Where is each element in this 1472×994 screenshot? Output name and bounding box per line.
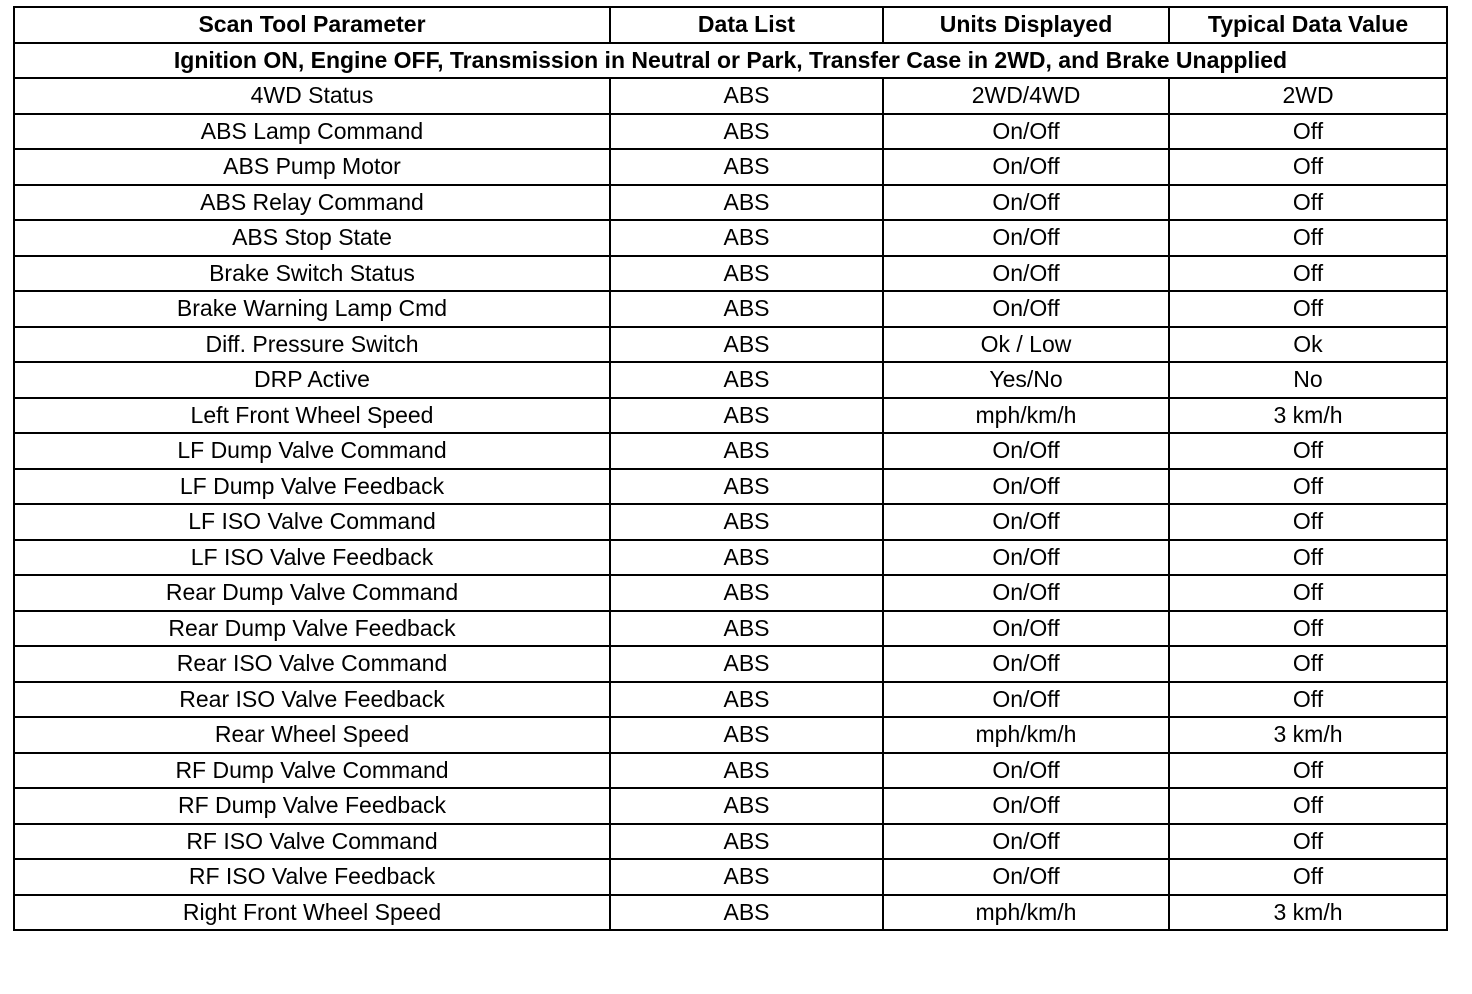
typical-value-cell: 2WD bbox=[1169, 78, 1447, 114]
typical-value-cell: Off bbox=[1169, 646, 1447, 682]
parameter-cell: ABS Stop State bbox=[14, 220, 610, 256]
units-cell: On/Off bbox=[883, 185, 1169, 221]
data-list-cell: ABS bbox=[610, 717, 883, 753]
units-cell: mph/km/h bbox=[883, 717, 1169, 753]
parameter-cell: RF ISO Valve Command bbox=[14, 824, 610, 860]
scan-tool-data-table bbox=[13, 6, 1448, 931]
data-list-cell: ABS bbox=[610, 469, 883, 505]
units-cell: 2WD/4WD bbox=[883, 78, 1169, 114]
table-header bbox=[14, 7, 1447, 78]
parameter-cell: DRP Active bbox=[14, 362, 610, 398]
table-row bbox=[14, 220, 1447, 256]
units-cell: On/Off bbox=[883, 540, 1169, 576]
table-row bbox=[14, 78, 1447, 114]
parameter-cell: 4WD Status bbox=[14, 78, 610, 114]
table-row bbox=[14, 646, 1447, 682]
typical-value-cell: Off bbox=[1169, 540, 1447, 576]
table-row bbox=[14, 433, 1447, 469]
parameter-cell: Rear Wheel Speed bbox=[14, 717, 610, 753]
table-row bbox=[14, 859, 1447, 895]
table-row bbox=[14, 149, 1447, 185]
header-row bbox=[14, 7, 1447, 43]
typical-value-cell: Off bbox=[1169, 788, 1447, 824]
data-list-cell: ABS bbox=[610, 185, 883, 221]
units-cell: On/Off bbox=[883, 788, 1169, 824]
parameter-cell: Rear ISO Valve Command bbox=[14, 646, 610, 682]
table-row bbox=[14, 469, 1447, 505]
units-cell: On/Off bbox=[883, 256, 1169, 292]
units-cell: On/Off bbox=[883, 469, 1169, 505]
typical-value-cell: Off bbox=[1169, 114, 1447, 150]
data-list-cell: ABS bbox=[610, 256, 883, 292]
parameter-cell: Rear ISO Valve Feedback bbox=[14, 682, 610, 718]
typical-value-cell: Off bbox=[1169, 611, 1447, 647]
table-row bbox=[14, 611, 1447, 647]
table-row bbox=[14, 256, 1447, 292]
units-cell: On/Off bbox=[883, 114, 1169, 150]
units-cell: On/Off bbox=[883, 575, 1169, 611]
parameter-cell: LF ISO Valve Feedback bbox=[14, 540, 610, 576]
condition-row bbox=[14, 43, 1447, 79]
data-list-cell: ABS bbox=[610, 682, 883, 718]
parameter-cell: LF ISO Valve Command bbox=[14, 504, 610, 540]
table-row bbox=[14, 362, 1447, 398]
data-list-cell: ABS bbox=[610, 291, 883, 327]
table-row bbox=[14, 185, 1447, 221]
header-units-displayed: Units Displayed bbox=[883, 7, 1169, 43]
typical-value-cell: Off bbox=[1169, 504, 1447, 540]
parameter-cell: RF Dump Valve Feedback bbox=[14, 788, 610, 824]
parameter-cell: Diff. Pressure Switch bbox=[14, 327, 610, 363]
parameter-cell: Rear Dump Valve Feedback bbox=[14, 611, 610, 647]
data-list-cell: ABS bbox=[610, 362, 883, 398]
data-list-cell: ABS bbox=[610, 504, 883, 540]
table-row bbox=[14, 717, 1447, 753]
typical-value-cell: 3 km/h bbox=[1169, 717, 1447, 753]
parameter-cell: LF Dump Valve Command bbox=[14, 433, 610, 469]
typical-value-cell: Off bbox=[1169, 753, 1447, 789]
parameter-cell: Rear Dump Valve Command bbox=[14, 575, 610, 611]
parameter-cell: Right Front Wheel Speed bbox=[14, 895, 610, 931]
typical-value-cell: No bbox=[1169, 362, 1447, 398]
units-cell: On/Off bbox=[883, 611, 1169, 647]
units-cell: On/Off bbox=[883, 149, 1169, 185]
data-list-cell: ABS bbox=[610, 611, 883, 647]
data-list-cell: ABS bbox=[610, 895, 883, 931]
units-cell: On/Off bbox=[883, 753, 1169, 789]
typical-value-cell: Off bbox=[1169, 256, 1447, 292]
parameter-cell: Brake Switch Status bbox=[14, 256, 610, 292]
table-row bbox=[14, 575, 1447, 611]
typical-value-cell: Off bbox=[1169, 220, 1447, 256]
data-list-cell: ABS bbox=[610, 149, 883, 185]
data-list-cell: ABS bbox=[610, 575, 883, 611]
data-list-cell: ABS bbox=[610, 220, 883, 256]
header-typical-data-value: Typical Data Value bbox=[1169, 7, 1447, 43]
test-condition: Ignition ON, Engine OFF, Transmission in Neutral or Park, Transfer Case in 2WD, and Brake Unapplied bbox=[14, 43, 1447, 79]
units-cell: On/Off bbox=[883, 859, 1169, 895]
data-list-cell: ABS bbox=[610, 646, 883, 682]
units-cell: On/Off bbox=[883, 504, 1169, 540]
data-list-cell: ABS bbox=[610, 540, 883, 576]
parameter-cell: ABS Lamp Command bbox=[14, 114, 610, 150]
parameter-cell: Left Front Wheel Speed bbox=[14, 398, 610, 434]
parameter-cell: ABS Relay Command bbox=[14, 185, 610, 221]
units-cell: On/Off bbox=[883, 682, 1169, 718]
typical-value-cell: Off bbox=[1169, 682, 1447, 718]
typical-value-cell: Off bbox=[1169, 291, 1447, 327]
typical-value-cell: Off bbox=[1169, 433, 1447, 469]
table-row bbox=[14, 291, 1447, 327]
typical-value-cell: Off bbox=[1169, 185, 1447, 221]
parameter-cell: ABS Pump Motor bbox=[14, 149, 610, 185]
table-row bbox=[14, 753, 1447, 789]
data-list-cell: ABS bbox=[610, 788, 883, 824]
parameter-cell: RF Dump Valve Command bbox=[14, 753, 610, 789]
table-row bbox=[14, 114, 1447, 150]
parameter-cell: Brake Warning Lamp Cmd bbox=[14, 291, 610, 327]
table-row bbox=[14, 895, 1447, 931]
units-cell: On/Off bbox=[883, 433, 1169, 469]
table-body bbox=[14, 78, 1447, 930]
typical-value-cell: 3 km/h bbox=[1169, 895, 1447, 931]
units-cell: On/Off bbox=[883, 646, 1169, 682]
typical-value-cell: 3 km/h bbox=[1169, 398, 1447, 434]
table-row bbox=[14, 682, 1447, 718]
table-row bbox=[14, 327, 1447, 363]
data-list-cell: ABS bbox=[610, 433, 883, 469]
data-list-cell: ABS bbox=[610, 859, 883, 895]
header-data-list: Data List bbox=[610, 7, 883, 43]
typical-value-cell: Off bbox=[1169, 469, 1447, 505]
units-cell: mph/km/h bbox=[883, 895, 1169, 931]
data-list-cell: ABS bbox=[610, 78, 883, 114]
units-cell: On/Off bbox=[883, 824, 1169, 860]
table-row bbox=[14, 504, 1447, 540]
typical-value-cell: Ok bbox=[1169, 327, 1447, 363]
parameter-cell: RF ISO Valve Feedback bbox=[14, 859, 610, 895]
typical-value-cell: Off bbox=[1169, 824, 1447, 860]
units-cell: Yes/No bbox=[883, 362, 1169, 398]
units-cell: Ok / Low bbox=[883, 327, 1169, 363]
data-list-cell: ABS bbox=[610, 824, 883, 860]
typical-value-cell: Off bbox=[1169, 575, 1447, 611]
table-row bbox=[14, 398, 1447, 434]
data-list-cell: ABS bbox=[610, 114, 883, 150]
table-row bbox=[14, 824, 1447, 860]
typical-value-cell: Off bbox=[1169, 859, 1447, 895]
units-cell: On/Off bbox=[883, 291, 1169, 327]
table-row bbox=[14, 788, 1447, 824]
parameter-cell: LF Dump Valve Feedback bbox=[14, 469, 610, 505]
data-list-cell: ABS bbox=[610, 398, 883, 434]
units-cell: On/Off bbox=[883, 220, 1169, 256]
header-scan-tool-parameter: Scan Tool Parameter bbox=[14, 7, 610, 43]
typical-value-cell: Off bbox=[1169, 149, 1447, 185]
units-cell: mph/km/h bbox=[883, 398, 1169, 434]
table-row bbox=[14, 540, 1447, 576]
data-list-cell: ABS bbox=[610, 327, 883, 363]
data-list-cell: ABS bbox=[610, 753, 883, 789]
